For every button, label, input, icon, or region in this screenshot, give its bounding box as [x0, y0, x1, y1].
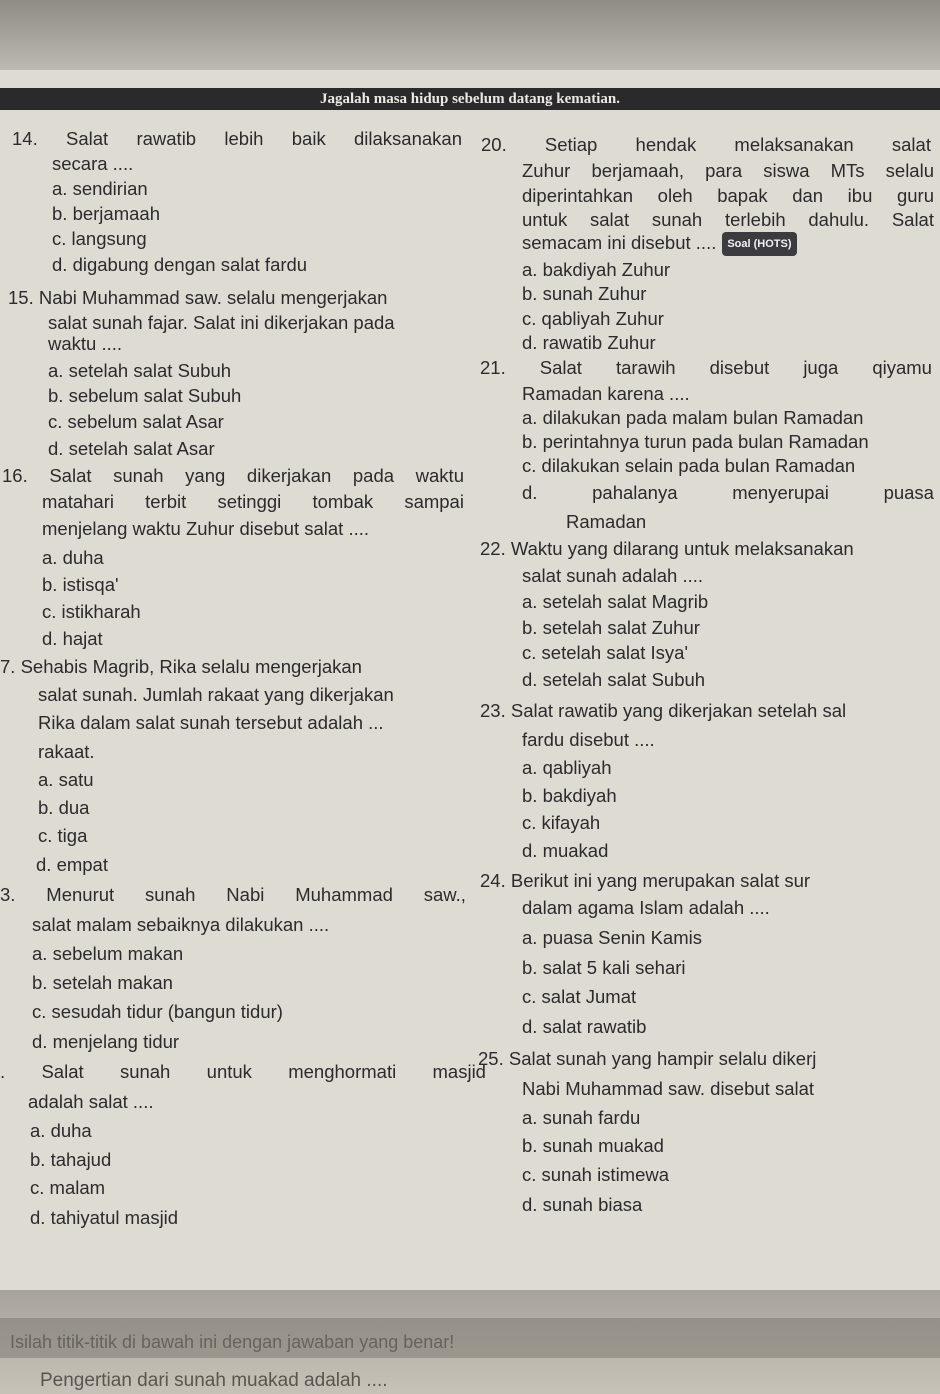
worksheet-page [0, 70, 940, 1290]
left-line: b. dua [38, 797, 90, 818]
left-line: menjelang waktu Zuhur disebut salat .... [42, 518, 370, 539]
left-line: d. menjelang tidur [32, 1031, 180, 1052]
right-line: a. bakdiyah Zuhur [522, 259, 671, 280]
left-line: a. setelah salat Subuh [48, 360, 232, 381]
left-line: . Salat sunah untuk menghormati masjid [0, 1061, 486, 1082]
right-line: b. sunah muakad [522, 1135, 664, 1156]
left-line: adalah salat .... [28, 1091, 154, 1112]
right-line: dalam agama Islam adalah .... [522, 897, 770, 918]
right-line: b. salat 5 kali sehari [522, 957, 686, 978]
left-line: c. malam [30, 1177, 106, 1198]
right-line: d. salat rawatib [522, 1016, 647, 1037]
left-line: b. setelah makan [32, 972, 173, 993]
right-line: semacam ini disebut .... Soal (HOTS) [522, 232, 797, 256]
right-line: Ramadan [566, 511, 647, 532]
left-line: rakaat. [38, 741, 95, 762]
right-line: a. setelah salat Magrib [522, 591, 709, 612]
right-line: b. setelah salat Zuhur [522, 617, 700, 638]
left-line: waktu .... [48, 333, 123, 354]
right-line: Ramadan karena .... [522, 383, 690, 404]
left-line: b. istisqa' [42, 574, 119, 595]
left-line: salat malam sebaiknya dilakukan .... [32, 914, 330, 935]
left-line: d. empat [36, 854, 108, 875]
right-line: b. bakdiyah [522, 785, 617, 806]
left-line: c. langsung [52, 228, 147, 249]
left-line: 3. Menurut sunah Nabi Muhammad saw., [0, 884, 466, 905]
left-line: d. digabung dengan salat fardu [52, 254, 308, 275]
right-line: 24. Berikut ini yang merupakan salat sur [480, 870, 811, 891]
right-line: a. dilakukan pada malam bulan Ramadan [522, 407, 864, 428]
right-line: 20. Setiap hendak melaksanakan salat [481, 134, 931, 155]
right-line: d. pahalanya menyerupai puasa [522, 482, 934, 503]
right-line: untuk salat sunah terlebih dahulu. Salat [522, 209, 934, 230]
left-line: 14. Salat rawatib lebih baik dilaksanakan [12, 128, 462, 149]
left-line: c. sesudah tidur (bangun tidur) [32, 1001, 283, 1022]
left-line: b. berjamaah [52, 203, 160, 224]
right-line: salat sunah adalah .... [522, 565, 704, 586]
left-line: a. satu [38, 769, 94, 790]
left-line: d. hajat [42, 628, 103, 649]
bottom-section [0, 1290, 940, 1394]
motto-banner: Jagalah masa hidup sebelum datang kematian. [0, 88, 940, 110]
left-line: a. duha [42, 547, 104, 568]
left-line: salat sunah fajar. Salat ini dikerjakan pada [48, 312, 395, 333]
right-line: fardu disebut .... [522, 729, 655, 750]
right-line: d. sunah biasa [522, 1194, 643, 1215]
left-line: c. tiga [38, 825, 88, 846]
left-line: b. tahajud [30, 1149, 112, 1170]
essay-instruction: Isilah titik-titik di bawah ini dengan jawaban yang benar! [10, 1332, 455, 1352]
left-line: 16. Salat sunah yang dikerjakan pada waktu [2, 465, 464, 486]
essay-question: Pengertian dari sunah muakad adalah .... [40, 1370, 388, 1391]
left-line: a. duha [30, 1120, 92, 1141]
right-line: diperintahkan oleh bapak dan ibu guru [522, 185, 934, 206]
right-line: d. setelah salat Subuh [522, 669, 706, 690]
right-line: c. kifayah [522, 812, 601, 833]
right-line: a. qabliyah [522, 757, 612, 778]
right-line: Zuhur berjamaah, para siswa MTs selalu [522, 160, 934, 181]
right-line: 23. Salat rawatib yang dikerjakan setelah sal [480, 700, 847, 721]
left-line: salat sunah. Jumlah rakaat yang dikerjakan [38, 684, 394, 705]
right-line: d. rawatib Zuhur [522, 332, 656, 353]
right-line: c. setelah salat Isya' [522, 642, 689, 663]
right-line: c. dilakukan selain pada bulan Ramadan [522, 455, 856, 476]
right-line: 25. Salat sunah yang hampir selalu dikerj [478, 1048, 817, 1069]
left-line: a. sendirian [52, 178, 148, 199]
left-line: 7. Sehabis Magrib, Rika selalu mengerjakan [0, 656, 362, 677]
right-line: 22. Waktu yang dilarang untuk melaksanakan [480, 538, 854, 559]
left-line: c. istikharah [42, 601, 141, 622]
right-line: c. sunah istimewa [522, 1164, 670, 1185]
left-line: a. sebelum makan [32, 943, 184, 964]
left-line: c. sebelum salat Asar [48, 411, 224, 432]
right-line: a. sunah fardu [522, 1107, 641, 1128]
right-line: c. salat Jumat [522, 986, 637, 1007]
hots-badge: Soal (HOTS) [722, 232, 796, 256]
right-line: Nabi Muhammad saw. disebut salat [522, 1078, 815, 1099]
left-line: Rika dalam salat sunah tersebut adalah ... [38, 712, 384, 733]
right-line: 21. Salat tarawih disebut juga qiyamu [480, 357, 932, 378]
left-line: b. sebelum salat Subuh [48, 385, 242, 406]
right-line: b. sunah Zuhur [522, 283, 647, 304]
left-line: secara .... [52, 153, 134, 174]
right-line: c. qabliyah Zuhur [522, 308, 664, 329]
right-line: b. perintahnya turun pada bulan Ramadan [522, 431, 869, 452]
left-line: 15. Nabi Muhammad saw. selalu mengerjakan [8, 287, 388, 308]
left-line: matahari terbit setinggi tombak sampai [42, 491, 464, 512]
left-line: d. setelah salat Asar [48, 438, 215, 459]
right-line: d. muakad [522, 840, 609, 861]
left-line: d. tahiyatul masjid [30, 1207, 179, 1228]
right-line: a. puasa Senin Kamis [522, 927, 702, 948]
